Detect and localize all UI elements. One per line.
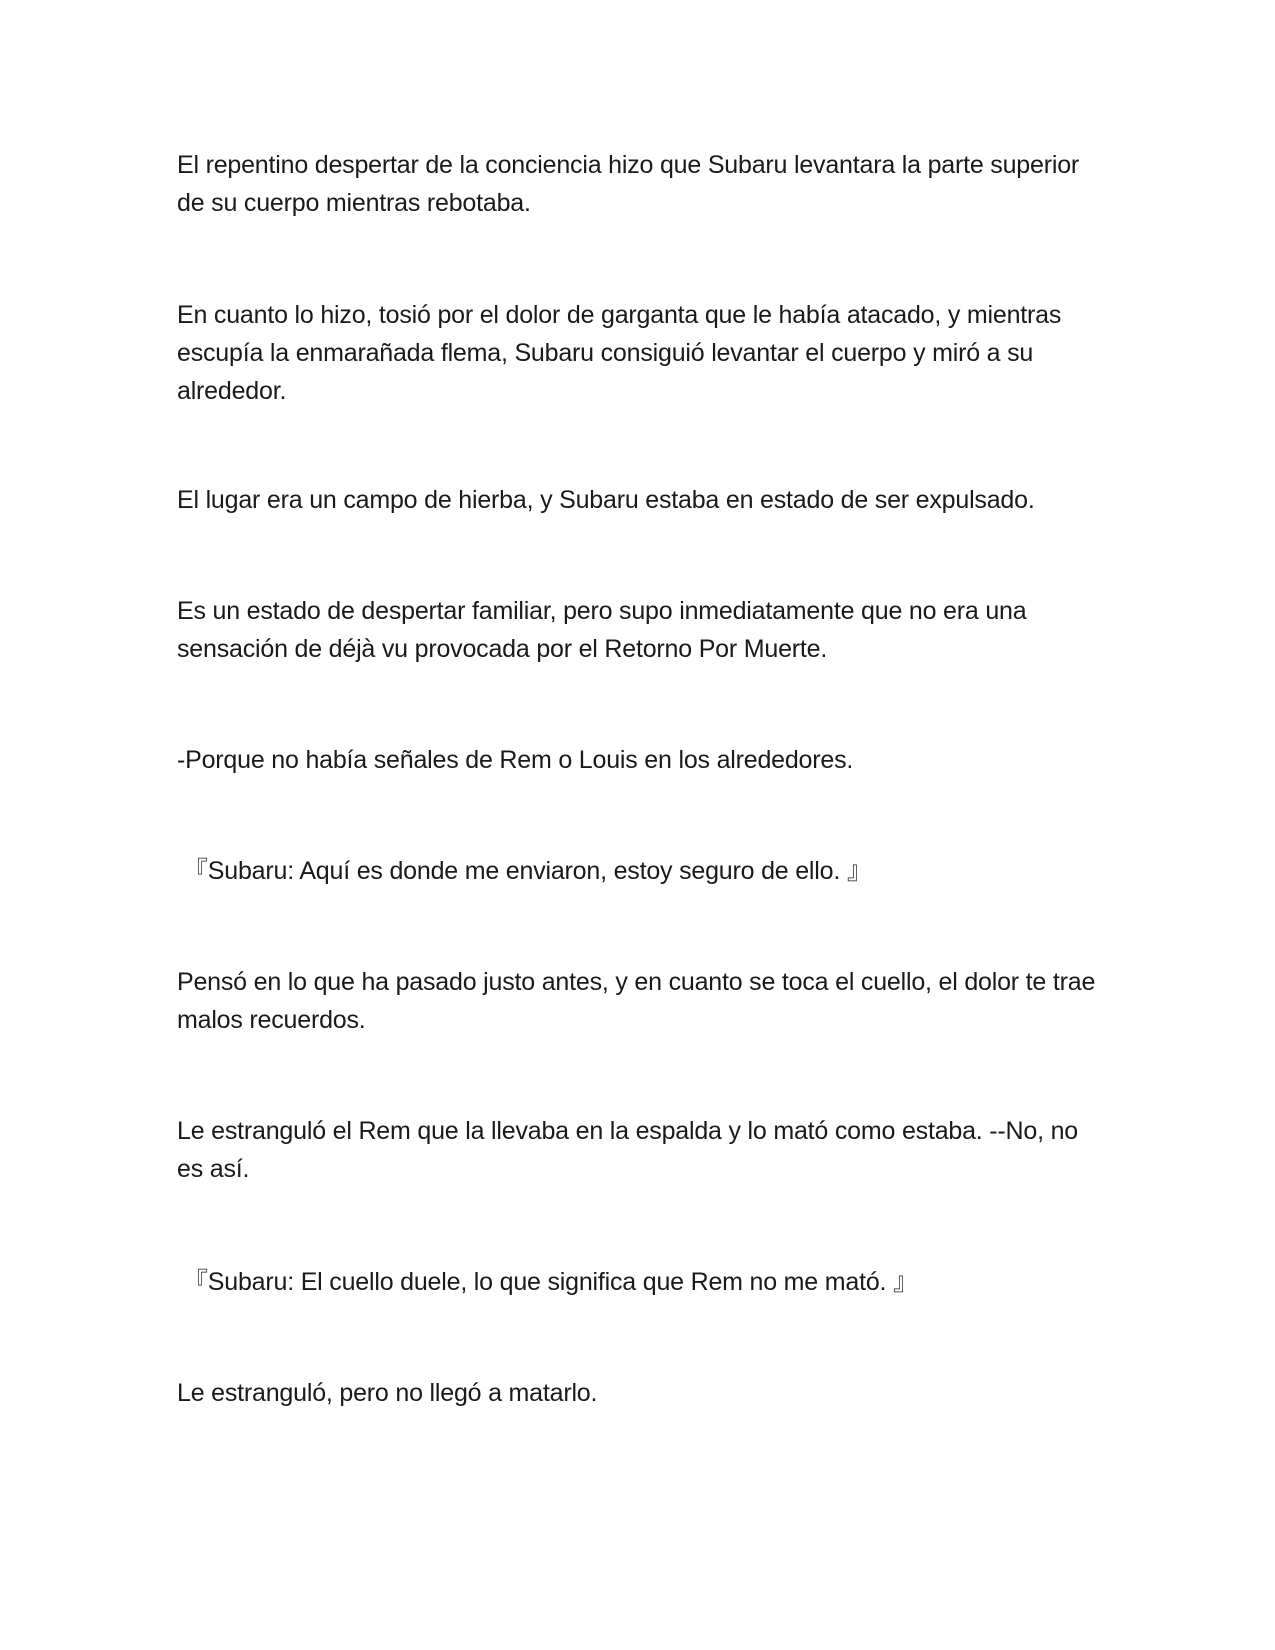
paragraph-7: Le estranguló el Rem que la llevaba en la espalda y lo mató como estaba. --No, no es así.	[177, 1117, 1078, 1183]
dialogue-line-1: 『Subaru: Aquí es donde me enviaron, estoy seguro de ello. 』	[183, 857, 872, 885]
paragraph-1: El repentino despertar de la conciencia hizo que Subaru levantara la parte superior de su cuerpo mientras rebotaba.	[177, 151, 1080, 217]
paragraph-8: Le estranguló, pero no llegó a matarlo.	[177, 1379, 598, 1407]
paragraph-3: El lugar era un campo de hierba, y Subaru estaba en estado de ser expulsado.	[177, 486, 1035, 514]
dialogue-line-2: 『Subaru: El cuello duele, lo que significa que Rem no me mató. 』	[183, 1268, 918, 1296]
paragraph-2: En cuanto lo hizo, tosió por el dolor de garganta que le había atacado, y mientras escupía la enmarañada flema, Subaru consiguió levantar el cuerpo y miró a su alrededor.	[177, 301, 1062, 405]
paragraph-5: -Porque no había señales de Rem o Louis en los alrededores.	[177, 746, 854, 774]
paragraph-6: Pensó en lo que ha pasado justo antes, y en cuanto se toca el cuello, el dolor te trae malos recuerdos.	[177, 968, 1096, 1034]
paragraph-4: Es un estado de despertar familiar, pero supo inmediatamente que no era una sensación de déjà vu provocada por el Retorno Por Muerte.	[177, 597, 1027, 663]
